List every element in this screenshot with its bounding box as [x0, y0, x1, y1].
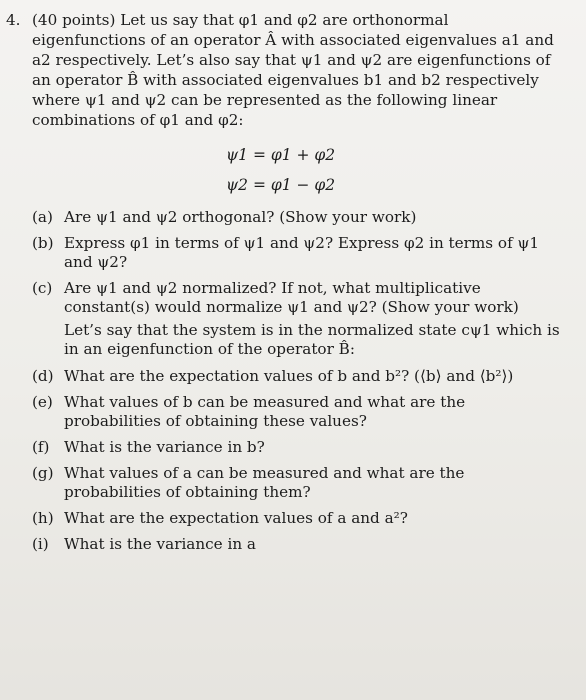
part-a: [32, 208, 566, 227]
part-g: [32, 464, 566, 502]
part-text: What is the variance in b?: [64, 438, 265, 456]
part-d: [32, 367, 566, 386]
part-h: [32, 509, 566, 528]
part-label: (i): [32, 535, 49, 553]
part-label: (h): [32, 509, 54, 527]
part-label: (g): [32, 464, 54, 482]
part-c: [32, 279, 566, 317]
part-label: (b): [32, 234, 54, 252]
part-label: (d): [32, 367, 54, 385]
part-text: Are ψ1 and ψ2 normalized? If not, what multiplicative constant(s) would normalize ψ1 and ψ2? (Show your work): [64, 279, 519, 316]
part-f: [32, 438, 566, 457]
part-label: (f): [32, 438, 50, 456]
part-text: What values of a can be measured and what are the probabilities of obtaining them?: [64, 464, 465, 501]
part-b: [32, 234, 566, 272]
part-text: What are the expectation values of b and b²? (⟨b⟩ and ⟨b²⟩): [64, 367, 514, 385]
part-label: (c): [32, 279, 53, 297]
equation-psi1: ψ1 = φ1 + φ2: [226, 146, 336, 164]
equation-psi2: ψ2 = φ1 − φ2: [226, 176, 336, 194]
part-text: What values of b can be measured and what are the probabilities of obtaining these values?: [64, 393, 466, 430]
part-text: What is the variance in a: [64, 535, 256, 553]
part-label: (e): [32, 393, 53, 411]
problem-header: [6, 10, 566, 130]
problem-intro: (40 points) Let us say that φ1 and φ2 are orthonormal eigenfunctions of an operator Â with associated eigenvalues a1 and a2 respectively. Let’s also say that ψ1 and ψ2 are eigenfunctions of an operator B̂ with associated eigenvalues b1 and b2 respectively where ψ1 and ψ2 can be represented as the following linear combinations of φ1 and φ2:: [32, 11, 554, 129]
part-i: [32, 535, 566, 554]
part-text: Express φ1 in terms of ψ1 and ψ2? Express φ2 in terms of ψ1 and ψ2?: [64, 234, 540, 271]
part-text: Are ψ1 and ψ2 orthogonal? (Show your work): [64, 208, 417, 226]
part-e: [32, 393, 566, 431]
question-parts: [32, 208, 566, 554]
state-note: Let’s say that the system is in the normalized state cψ1 which is in an eigenfunction of the operator B̂:: [64, 321, 560, 358]
problem-number: 4.: [6, 11, 21, 29]
equations-block: [6, 140, 566, 200]
part-text: What are the expectation values of a and a²?: [64, 509, 408, 527]
part-label: (a): [32, 208, 53, 226]
